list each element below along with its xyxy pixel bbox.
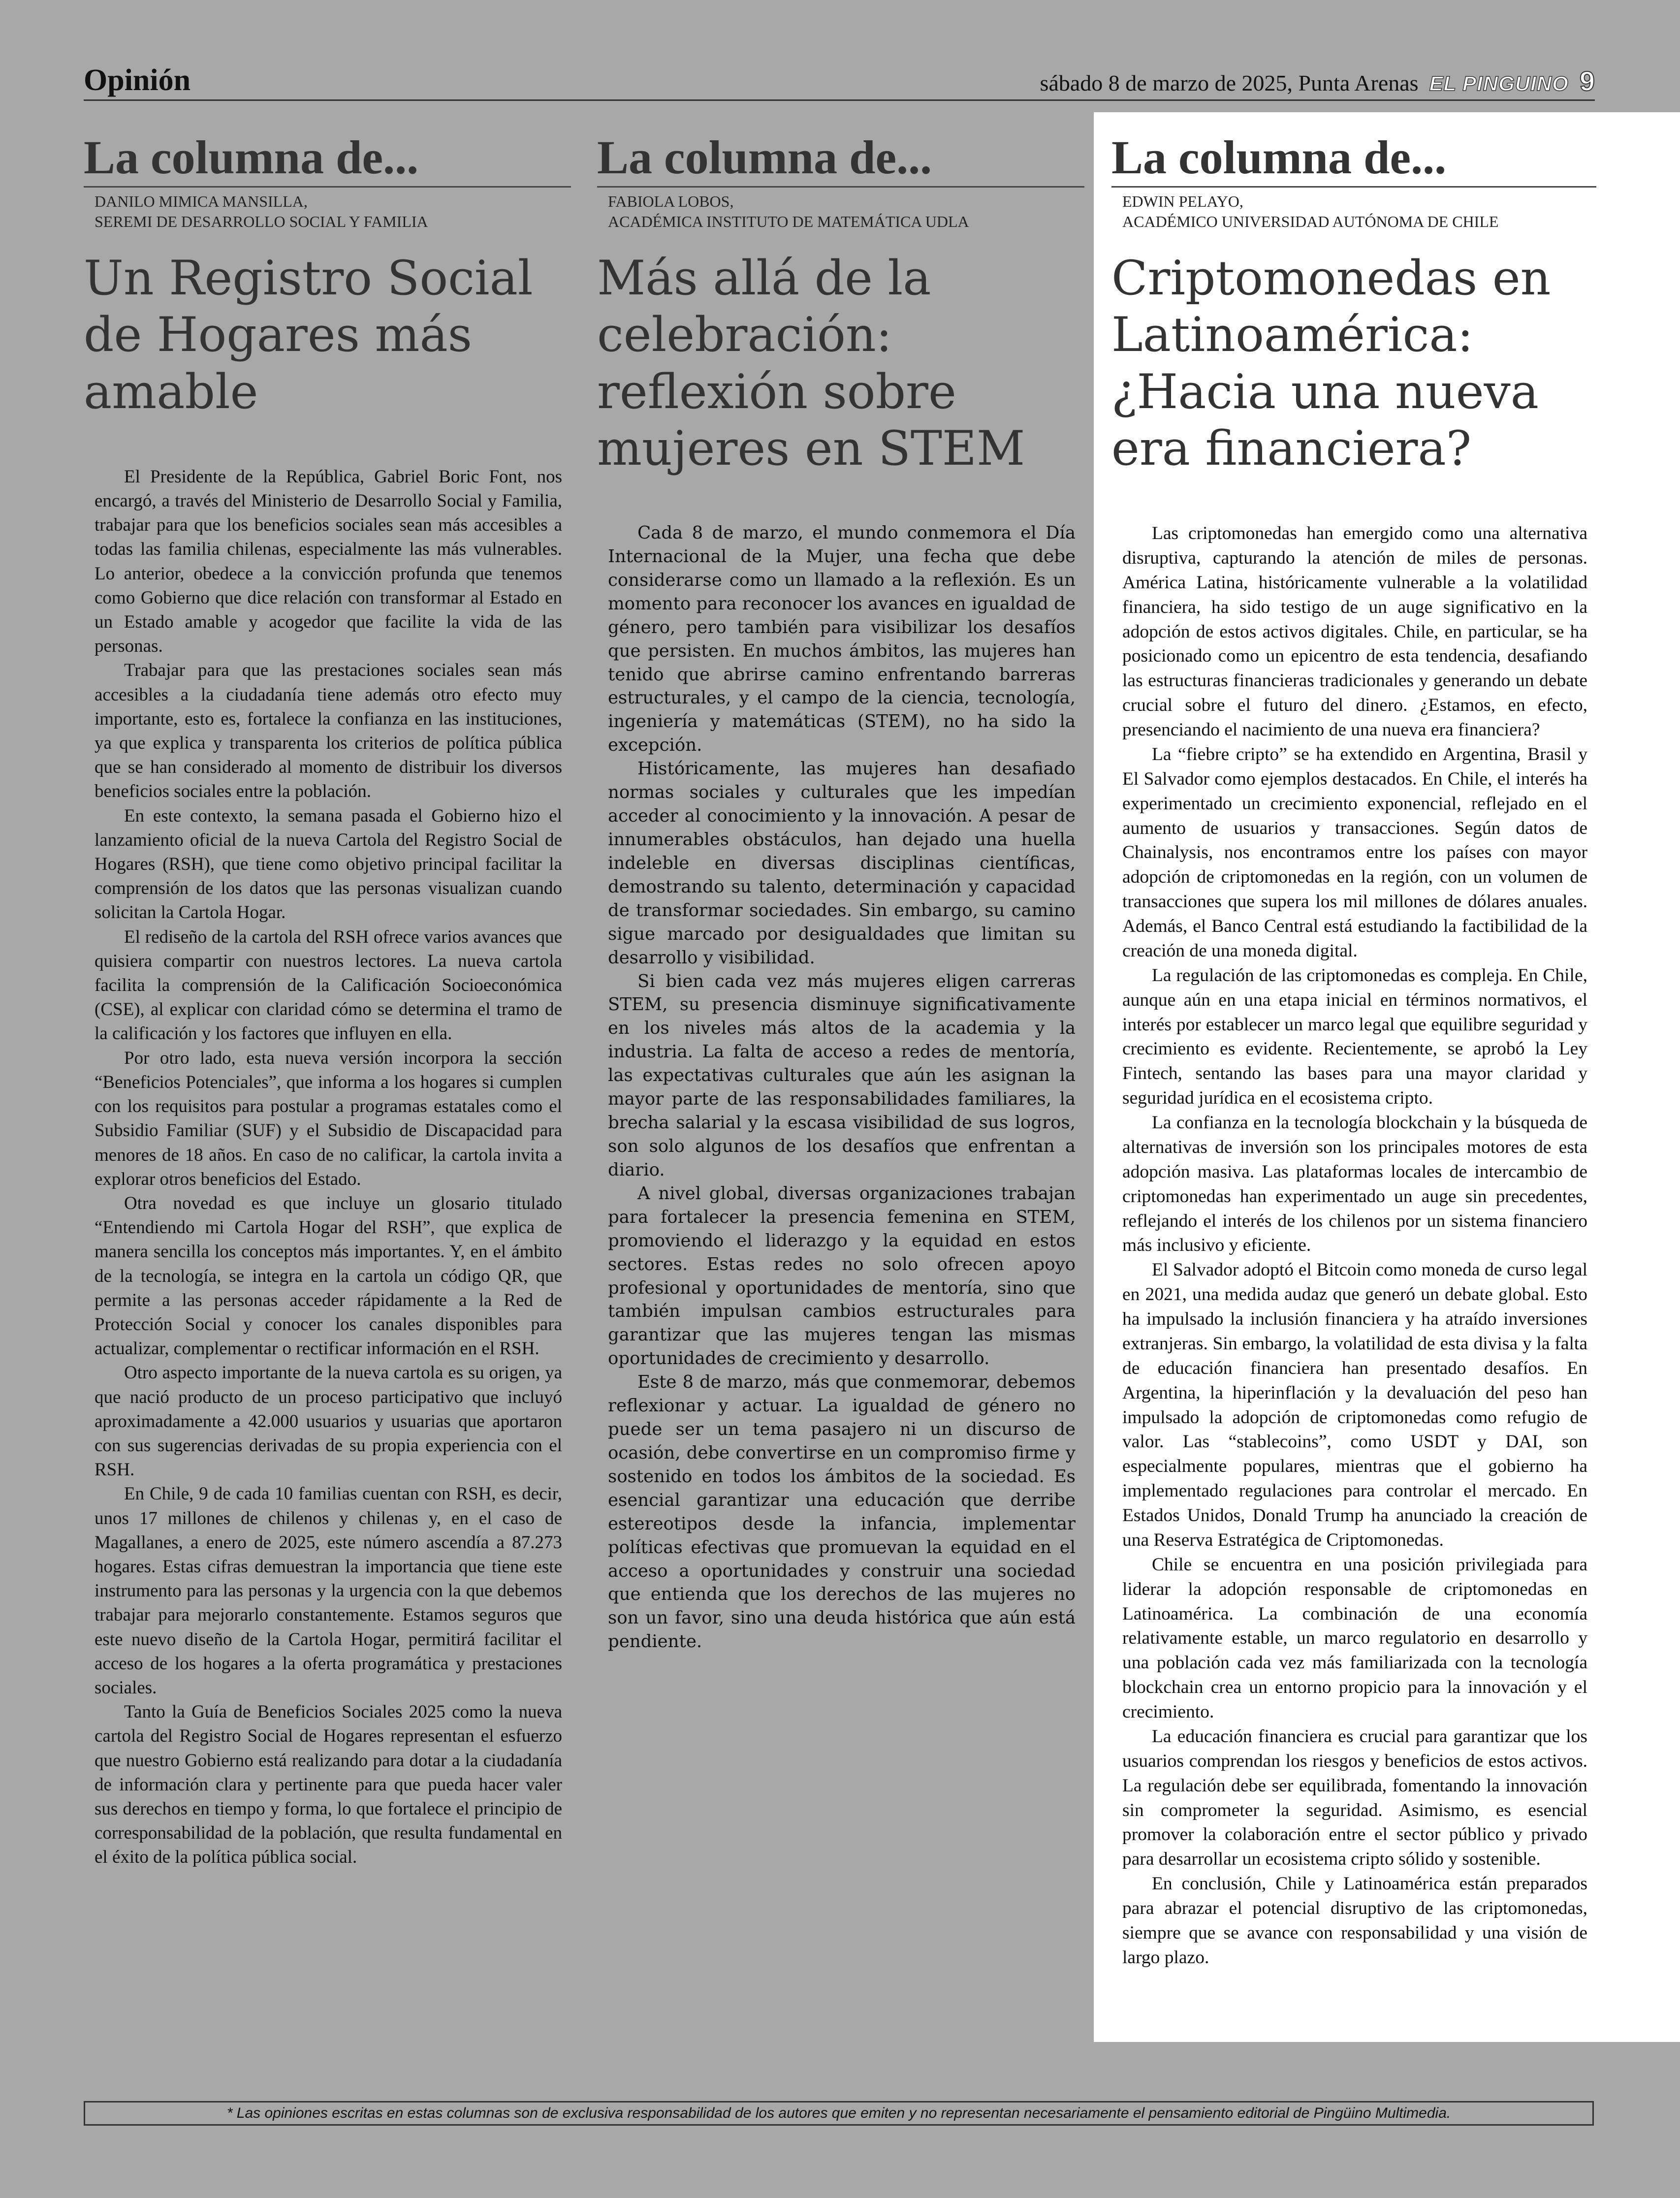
paragraph: Históricamente, las mujeres han desafiado normas sociales y culturales que les impedían acceder al conocimiento y la innovación. A pesar de innumerables obstáculos, han dejado una huella indeleble en diversas disciplinas científicas, demostrando su talento, determinación y capacidad de transformar sociedades. Sin embargo, su camino sigue marcado por desigualdades que limitan su desarrollo y visibilidad. [608, 759, 1076, 968]
author-byline [1122, 191, 1596, 231]
paragraph: A nivel global, diversas organizaciones trabajan para fortalecer la presencia femenina en STEM, promoviendo el liderazgo y la equidad en estos sectores. Estas redes no solo ofrecen apoyo profesional y oportunidades de mentoría, sino que también impulsan cambios estructurales para garantizar que las mujeres tengan las mismas oportunidades de crecimiento y desarrollo. [608, 1183, 1076, 1369]
article-title: Más allá de la celebración: reflexión sobre mujeres en STEM [597, 251, 1025, 476]
article-body [608, 521, 1076, 1654]
paragraph: La educación financiera es crucial para garantizar que los usuarios comprendan los riesgos y beneficios de estos activos. La regulación debe ser equilibrada, fomentando la innovación sin comprometer la seguridad. Asimismo, es esencial promover la colaboración entre el sector público y privado para desarrollar un ecosistema cripto sólido y sostenible. [1122, 1726, 1587, 1870]
article-title: Criptomonedas en Latinoamérica: ¿Hacia una nueva era financiera? [1111, 251, 1551, 476]
author-role: SEREMI DE DESARROLLO SOCIAL Y FAMILIA [95, 212, 428, 230]
paragraph: El rediseño de la cartola del RSH ofrece varios avances que quisiera compartir con nuestros lectores. La nueva cartola facilita la comprensión de la Calificación Socioeconómica (CSE), al explicar con claridad cómo se determina el tramo de la calificación y los factores que influyen en ella. [95, 926, 562, 1044]
paragraph: La confianza en la tecnología blockchain y la búsqueda de alternativas de inversión son los principales motores de esta adopción masiva. Las plataformas locales de intercambio de criptomonedas han experimentado un auge sin precedentes, reflejando el interés de los chilenos por un sistema financiero más inclusivo y eficiente. [1122, 1113, 1587, 1256]
footer-disclaimer: * Las opiniones escritas en estas columnas son de exclusiva responsabilidad de los autores que emiten y no representan necesariamente el pensamiento editorial de Pingüino Multimedia. [84, 2101, 1594, 2126]
column-kicker: La columna de... [84, 134, 571, 188]
author-name: DANILO MIMICA MANSILLA, [95, 192, 308, 210]
author-role: ACADÉMICA INSTITUTO DE MATEMÁTICA UDLA [608, 212, 969, 230]
article-body [95, 465, 562, 1870]
column-kicker: La columna de... [1111, 134, 1596, 188]
paragraph: La “fiebre cripto” se ha extendido en Argentina, Brasil y El Salvador como ejemplos destacados. En Chile, el interés ha experimentado un crecimiento exponencial, reflejado en el aumento de usuarios y transacciones. Según datos de Chainalysis, nos encontramos entre los países con mayor adopción de criptomonedas en la región, con un volumen de transacciones que supera los mil millones de dólares anuales. Además, el Banco Central está estudiando la factibilidad de la creación de una moneda digital. [1122, 744, 1587, 961]
column-2 [597, 113, 1084, 1654]
column-3 [1111, 113, 1596, 1970]
dateline: sábado 8 de marzo de 2025, Punta Arenas [1040, 70, 1419, 96]
paragraph: Cada 8 de marzo, el mundo conmemora el Día Internacional de la Mujer, una fecha que debe considerarse como un llamado a la reflexión. Es un momento para reconocer los avances en igualdad de género, pero también para visibilizar los desafíos que persisten. En muchos ámbitos, las mujeres han tenido que abrirse camino enfrentando barreras estructurales, y el campo de la ciencia, tecnología, ingeniería y matemáticas (STEM), no ha sido la excepción. [608, 523, 1076, 756]
article-title: Un Registro Social de Hogares más amable [84, 251, 533, 419]
paragraph: En este contexto, la semana pasada el Gobierno hizo el lanzamiento oficial de la nueva Cartola del Registro Social de Hogares (RSH), que tiene como objetivo principal facilitar la comprensión de los datos que las personas visualizan cuando solicitan la Cartola Hogar. [95, 805, 562, 923]
paragraph: Tanto la Guía de Beneficios Sociales 2025 como la nueva cartola del Registro Social de Hogares representan el esfuerzo que nuestro Gobierno está realizando para dotar a la ciudadanía de información clara y pertinente para que pueda hacer valer sus derechos en tiempo y forma, lo que fortalece el principio de corresponsabilidad de la población, que resulta fundamental en el éxito de la política pública social. [95, 1702, 562, 1868]
masthead-logo: EL PINGUINO [1429, 72, 1569, 95]
header-right [1040, 65, 1595, 97]
paragraph: La regulación de las criptomonedas es compleja. En Chile, aunque aún en una etapa inicial en términos normativos, el interés por establecer un marco legal que equilibre seguridad y crecimiento es evidente. Recientemente, se aprobó la Ley Fintech, sentando las bases para una mayor claridad y seguridad jurídica en el ecosistema cripto. [1122, 965, 1587, 1109]
column-kicker: La columna de... [597, 134, 1084, 188]
paragraph: Trabajar para que las prestaciones sociales sean más accesibles a la ciudadanía tiene además otro efecto muy importante, esto es, fortalece la confianza en las instituciones, ya que explica y transparenta los criterios de política pública que se han considerado al momento de distribuir los diversos beneficios sociales entre la población. [95, 660, 562, 802]
author-role: ACADÉMICO UNIVERSIDAD AUTÓNOMA DE CHILE [1122, 212, 1499, 230]
page-header [84, 59, 1595, 101]
article-body [1122, 521, 1587, 1970]
paragraph: Si bien cada vez más mujeres eligen carreras STEM, su presencia disminuye significativamente en los niveles más altos de la academia y la industria. La falta de acceso a redes de mentoría, las expectativas culturales que aún les asignan la mayor parte de las responsabilidades familiares, la brecha salarial y la escasa visibilidad de sus logros, son solo algunos de los desafíos que enfrentan a diario. [608, 971, 1076, 1180]
paragraph: Este 8 de marzo, más que conmemorar, debemos reflexionar y actuar. La igualdad de género no puede ser un tema pasajero ni un discurso de ocasión, debe convertirse en un compromiso firme y sostenido en todos los ámbitos de la sociedad. Es esencial garantizar una educación que derribe estereotipos desde la infancia, implementar políticas efectivas que promuevan la equidad en el acceso a oportunidades y construir una sociedad que entienda que los derechos de las mujeres no son un favor, sino una deuda histórica que aún está pendiente. [608, 1372, 1076, 1652]
paragraph: En Chile, 9 de cada 10 familias cuentan con RSH, es decir, unos 17 millones de chilenos y chilenas y, en el caso de Magallanes, a enero de 2025, este número ascendía a 87.273 hogares. Estas cifras demuestran la importancia que tiene este instrumento para las personas y la urgencia con la que debemos trabajar para mejorarlo constantemente. Estamos seguros que este nuevo diseño de la Cartola Hogar, permitirá facilitar el acceso de los hogares a la oferta programática y prestaciones sociales. [95, 1484, 562, 1698]
section-name: Opinión [84, 64, 191, 97]
author-byline [608, 191, 1084, 231]
paragraph: En conclusión, Chile y Latinoamérica están preparados para abrazar el potencial disruptivo de las criptomonedas, siempre que se avance con responsabilidad y una visión de largo plazo. [1122, 1874, 1587, 1968]
paragraph: Por otro lado, esta nueva versión incorpora la sección “Beneficios Potenciales”, que informa a los hogares si cumplen con los requisitos para postular a programas estatales como el Subsidio Familiar (SUF) y el Subsidio de Discapacidad para menores de 18 años. En caso de no calificar, la cartola invita a explorar otros beneficios del Estado. [95, 1048, 562, 1189]
author-name: EDWIN PELAYO, [1122, 192, 1243, 210]
author-byline [95, 191, 571, 231]
column-1 [84, 113, 571, 1870]
paragraph: Otro aspecto importante de la nueva cartola es su origen, ya que nació producto de un proceso participativo que incluyó aproximadamente a 42.000 usuarios y usuarias que aportaron con sus sugerencias derivadas de su propia experiencia con el RSH. [95, 1363, 562, 1480]
paragraph: El Presidente de la República, Gabriel Boric Font, nos encargó, a través del Ministerio de Desarrollo Social y Familia, trabajar para que los beneficios sociales sean más accesibles a todas las familia chilenas, especialmente las más vulnerables. Lo anterior, obedece a la convicción profunda que tenemos como Gobierno que dice relación con transformar al Estado en un Estado amable y acogedor que facilite la vida de las personas. [95, 466, 562, 657]
author-name: FABIOLA LOBOS, [608, 192, 734, 210]
paragraph: Las criptomonedas han emergido como una alternativa disruptiva, capturando la atención de miles de personas. América Latina, históricamente vulnerable a la volatilidad financiera, ha sido testigo de un auge significativo en la adopción de estos activos digitales. Chile, en particular, se ha posicionado como un epicentro de esta tendencia, desafiando las estructuras financieras tradicionales y generando un debate crucial sobre el futuro del dinero. ¿Estamos, en efecto, presenciando el nacimiento de una nueva era financiera? [1122, 523, 1587, 740]
paragraph: Otra novedad es que incluye un glosario titulado “Entendiendo mi Cartola Hogar del RSH”, que explica de manera sencilla los conceptos más importantes. Y, en el ámbito de la tecnología, se integra en la cartola un código QR, que permite a las personas acceder rápidamente a la Red de Protección Social y conocer los canales disponibles para actualizar, complementar o rectificar información en el RSH. [95, 1193, 562, 1359]
paragraph: Chile se encuentra en una posición privilegiada para liderar la adopción responsable de criptomonedas en Latinoamérica. La combinación de una economía relativamente estable, un marco regulatorio en desarrollo y una población cada vez más familiarizada con la tecnología blockchain crea un entorno propicio para la innovación y el crecimiento. [1122, 1554, 1587, 1722]
page-number: 9 [1579, 65, 1595, 96]
paragraph: El Salvador adoptó el Bitcoin como moneda de curso legal en 2021, una medida audaz que generó un debate global. Esto ha impulsado la inclusión financiera y ha atraído inversiones extranjeras. Sin embargo, la volatilidad de esta divisa y la falta de educación financiera han presentado desafíos. En Argentina, la hiperinflación y la devaluación del peso han impulsado la adopción de criptomonedas como refugio de valor. Las “stablecoins”, como USDT y DAI, son especialmente populares, mientras que el gobierno ha implementado regulaciones para controlar el mercado. En Estados Unidos, Donald Trump ha anunciado la creación de una Reserva Estratégica de Criptomonedas. [1122, 1260, 1587, 1550]
